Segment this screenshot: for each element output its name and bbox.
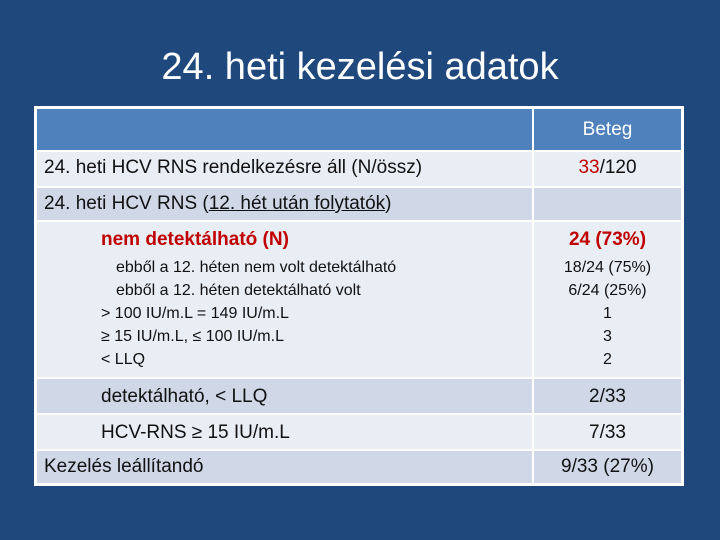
row-value-range3: 2	[603, 351, 612, 368]
row-label-detectable: detektálható, < LLQ	[101, 386, 268, 407]
row-value-sub2: 6/24 (25%)	[568, 282, 647, 299]
row-label-available: 24. heti HCV RNS rendelkezésre áll (N/össz)	[44, 157, 423, 178]
row-value-sub1: 18/24 (75%)	[563, 259, 652, 276]
row-value-range2: 3	[603, 328, 612, 345]
row-label-sub2: ebből a 12. héten detektálható volt	[116, 282, 361, 299]
column-header-patient: Beteg	[582, 119, 633, 140]
row-label-range3: < LLQ	[101, 351, 146, 368]
row-divider	[37, 413, 681, 415]
continued-prefix: 24. heti HCV RNS (	[44, 193, 209, 214]
row-divider	[37, 220, 681, 222]
row-value-undetectable: 24 (73%)	[568, 229, 647, 250]
row-label-hcv: HCV-RNS ≥ 15 IU/m.L	[101, 422, 290, 443]
row-label-continued	[44, 193, 391, 215]
row-divider	[37, 186, 681, 188]
row-label-sub1: ebből a 12. héten nem volt detektálható	[116, 259, 397, 276]
row-value-range1: 1	[603, 305, 612, 322]
row-label-range1: > 100 IU/m.L = 149 IU/m.L	[101, 305, 289, 322]
row-divider	[37, 377, 681, 379]
slide-title: 24. heti kezelési adatok	[161, 46, 559, 88]
row-divider	[37, 150, 681, 152]
row-label-range2: ≥ 15 IU/m.L, ≤ 100 IU/m.L	[101, 328, 284, 345]
available-numerator: 33	[578, 157, 600, 178]
continued-suffix: )	[385, 193, 392, 214]
row-value-detectable: 2/33	[589, 386, 626, 407]
results-table	[34, 106, 684, 486]
row-value-available	[534, 157, 681, 179]
row-value-stop: 9/33 (27%)	[561, 456, 654, 477]
row-label-undetectable: nem detektálható (N)	[101, 229, 289, 250]
row-label-stop: Kezelés leállítandó	[44, 456, 204, 477]
row-value-hcv: 7/33	[589, 422, 626, 443]
continued-underlined: 12. hét után folytatók	[208, 193, 386, 214]
available-denominator: /120	[599, 157, 637, 178]
row-divider	[37, 449, 681, 451]
